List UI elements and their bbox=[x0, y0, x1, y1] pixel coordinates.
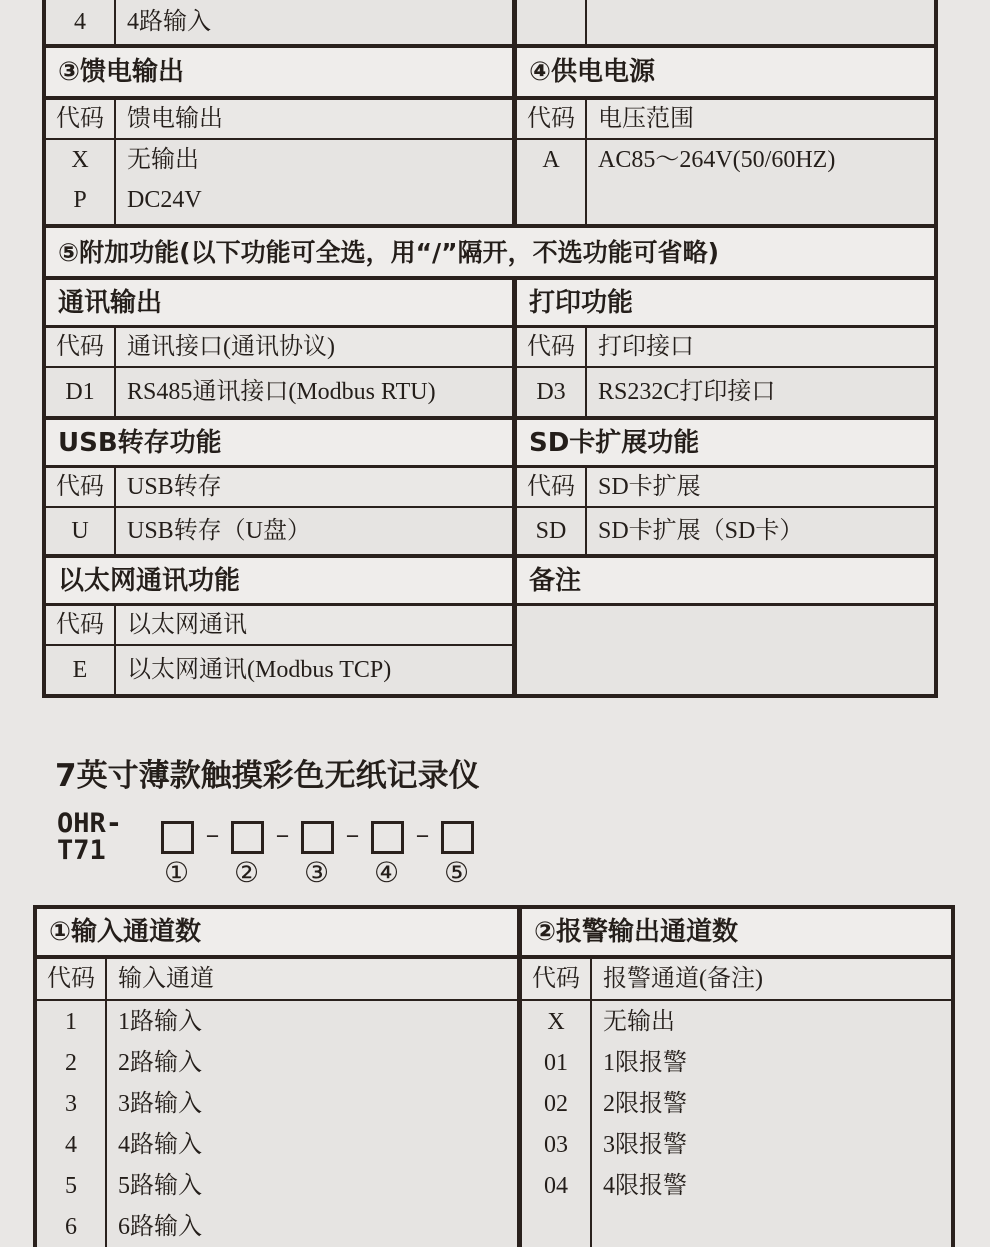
desc-cell: 4路输入 bbox=[127, 9, 211, 35]
code-value: P bbox=[73, 187, 87, 213]
code-value: 01 bbox=[544, 1049, 568, 1076]
model-position-numbers bbox=[57, 860, 577, 896]
section-header-power-supply: ④供电电源 bbox=[529, 57, 656, 87]
code-cell: SD bbox=[517, 508, 587, 554]
right-half bbox=[517, 606, 934, 694]
code-value: 6 bbox=[65, 1213, 77, 1240]
desc-value: 2限报警 bbox=[603, 1090, 687, 1117]
position-number-3: ③ bbox=[304, 858, 330, 889]
code-cell bbox=[522, 1001, 592, 1247]
desc-header-cell: 打印接口 bbox=[598, 334, 694, 360]
subsection-header-ethernet: 以太网通讯功能 bbox=[46, 558, 517, 603]
code-value: 02 bbox=[544, 1090, 568, 1117]
desc-cell bbox=[587, 140, 934, 224]
subsection-header-remark: 备注 bbox=[529, 565, 582, 596]
desc-header-cell: 输入通道 bbox=[118, 966, 214, 992]
desc-value: 4路输入 bbox=[118, 1131, 202, 1158]
model-slot-box-4 bbox=[371, 821, 404, 854]
right-half bbox=[517, 100, 934, 138]
left-half bbox=[46, 508, 517, 554]
model-prefix: OHR-T71 bbox=[57, 808, 123, 866]
left-half bbox=[46, 0, 517, 44]
left-half bbox=[46, 606, 517, 694]
product-title: 7英寸薄款触摸彩色无纸记录仪 bbox=[55, 758, 480, 794]
model-dash: − bbox=[345, 824, 360, 850]
desc-value: 1路输入 bbox=[118, 1008, 202, 1035]
data-subrow bbox=[46, 646, 512, 694]
desc-cell: SD卡扩展（SD卡） bbox=[598, 518, 804, 544]
position-number-5: ⑤ bbox=[444, 858, 470, 889]
subsection-header-row bbox=[46, 420, 934, 468]
model-dash: − bbox=[415, 824, 430, 850]
desc-cell: USB转存（U盘） bbox=[127, 518, 312, 544]
right-half bbox=[517, 140, 934, 224]
desc-cell: RS232C打印接口 bbox=[598, 379, 776, 405]
model-dash: − bbox=[205, 824, 220, 850]
desc-cell bbox=[592, 1001, 951, 1247]
desc-value: DC24V bbox=[127, 187, 202, 213]
right-half bbox=[517, 368, 934, 416]
code-cell: D1 bbox=[46, 368, 116, 416]
desc-value: 6路输入 bbox=[118, 1213, 202, 1240]
left-half bbox=[46, 368, 517, 416]
code-value: 3 bbox=[65, 1090, 77, 1117]
right-half bbox=[522, 959, 951, 999]
data-row bbox=[46, 140, 934, 228]
code-cell: D3 bbox=[517, 368, 587, 416]
desc-header-cell: USB转存 bbox=[127, 474, 222, 500]
code-cell: 4 bbox=[46, 0, 116, 44]
left-half bbox=[46, 328, 517, 366]
desc-value: 5路输入 bbox=[118, 1172, 202, 1199]
code-value: 03 bbox=[544, 1131, 568, 1158]
left-half bbox=[46, 140, 517, 224]
model-dash: − bbox=[275, 824, 290, 850]
section-header-row bbox=[37, 909, 951, 959]
code-value: 5 bbox=[65, 1172, 77, 1199]
code-header-cell: 代码 bbox=[522, 959, 592, 999]
empty-code-cell bbox=[517, 0, 587, 44]
code-header-cell: 代码 bbox=[517, 328, 587, 366]
left-half bbox=[46, 100, 517, 138]
data-row bbox=[37, 1001, 951, 1247]
model-slot-box-3 bbox=[301, 821, 334, 854]
code-cell bbox=[46, 140, 116, 224]
code-header-cell: 代码 bbox=[46, 468, 116, 506]
right-half bbox=[517, 468, 934, 506]
model-slot-box-5 bbox=[441, 821, 474, 854]
desc-value: 4限报警 bbox=[603, 1172, 687, 1199]
code-value: A bbox=[542, 147, 560, 173]
code-value: X bbox=[71, 147, 89, 173]
code-cell: E bbox=[46, 646, 116, 694]
model-code-line bbox=[57, 808, 577, 866]
model-slot-box-1 bbox=[161, 821, 194, 854]
column-header-row bbox=[46, 100, 934, 140]
column-header-row bbox=[46, 606, 512, 646]
left-half bbox=[37, 959, 522, 999]
section-header-alarm-channels: ②报警输出通道数 bbox=[534, 917, 739, 947]
data-row bbox=[46, 508, 934, 558]
right-half bbox=[517, 0, 934, 44]
desc-cell: 以太网通讯(Modbus TCP) bbox=[127, 657, 392, 683]
desc-cell: RS485通讯接口(Modbus RTU) bbox=[127, 379, 436, 405]
left-half bbox=[46, 468, 517, 506]
subsection-header-comm-output: 通讯输出 bbox=[46, 280, 517, 325]
code-header-cell: 代码 bbox=[37, 959, 107, 999]
code-value: X bbox=[547, 1008, 565, 1035]
desc-header-cell: 通讯接口(通讯协议) bbox=[127, 334, 335, 360]
remark-empty-cell bbox=[517, 606, 934, 694]
subsection-header-sd-expansion: SD卡扩展功能 bbox=[529, 427, 700, 458]
code-cell bbox=[517, 140, 587, 224]
section-header-addon-functions: ⑤附加功能(以下功能可全选，用“/”隔开，不选功能可省略) bbox=[58, 237, 720, 267]
desc-value: 1限报警 bbox=[603, 1049, 687, 1076]
desc-value: 3限报警 bbox=[603, 1131, 687, 1158]
desc-header-cell: 以太网通讯 bbox=[127, 612, 247, 638]
code-cell: U bbox=[46, 508, 116, 554]
code-header-cell: 代码 bbox=[46, 328, 116, 366]
section-header-addon-row bbox=[46, 228, 934, 280]
code-header-cell: 代码 bbox=[517, 468, 587, 506]
subsection-header-row bbox=[46, 280, 934, 328]
column-header-row bbox=[46, 468, 934, 508]
code-value: 2 bbox=[65, 1049, 77, 1076]
code-value: 4 bbox=[65, 1131, 77, 1158]
desc-header-cell: 馈电输出 bbox=[127, 106, 223, 132]
subsection-header-print-function: 打印功能 bbox=[529, 287, 634, 318]
left-half bbox=[37, 1001, 522, 1247]
desc-header-cell: 电压范围 bbox=[598, 106, 694, 132]
model-code-diagram bbox=[57, 808, 577, 896]
code-header-cell: 代码 bbox=[46, 100, 116, 138]
model-selection-table-lower bbox=[33, 905, 955, 1247]
desc-value: AC85～264V(50/60HZ) bbox=[598, 147, 836, 173]
model-slot-box-2 bbox=[231, 821, 264, 854]
data-row bbox=[46, 606, 934, 694]
desc-value: 无输出 bbox=[603, 1008, 675, 1035]
code-value: 1 bbox=[65, 1008, 77, 1035]
section-header-feed-output: ③馈电输出 bbox=[46, 48, 517, 96]
empty-desc-cell bbox=[587, 0, 934, 44]
data-row bbox=[46, 368, 934, 420]
code-header-cell: 代码 bbox=[517, 100, 587, 138]
desc-header-cell: SD卡扩展 bbox=[598, 474, 701, 500]
code-header-cell: 代码 bbox=[46, 606, 116, 644]
desc-value: 3路输入 bbox=[118, 1090, 202, 1117]
desc-header-cell: 报警通道(备注) bbox=[603, 966, 763, 992]
desc-cell bbox=[116, 140, 512, 224]
section-header-input-channels: ①输入通道数 bbox=[37, 909, 522, 955]
code-cell bbox=[37, 1001, 107, 1247]
right-half bbox=[517, 508, 934, 554]
position-number-2: ② bbox=[234, 858, 260, 889]
right-half bbox=[522, 1001, 951, 1247]
right-half bbox=[517, 328, 934, 366]
position-number-4: ④ bbox=[374, 858, 400, 889]
subsection-header-usb-transfer: USB转存功能 bbox=[46, 420, 517, 465]
model-selection-table-upper bbox=[42, 0, 938, 698]
desc-cell bbox=[107, 1001, 517, 1247]
code-value: 04 bbox=[544, 1172, 568, 1199]
section-header-row bbox=[46, 48, 934, 100]
desc-value: 无输出 bbox=[127, 147, 199, 173]
desc-value: 2路输入 bbox=[118, 1049, 202, 1076]
column-header-row bbox=[37, 959, 951, 1001]
table-row-carryover bbox=[46, 0, 934, 48]
column-header-row bbox=[46, 328, 934, 368]
position-number-1: ① bbox=[164, 858, 190, 889]
subsection-header-row bbox=[46, 558, 934, 606]
